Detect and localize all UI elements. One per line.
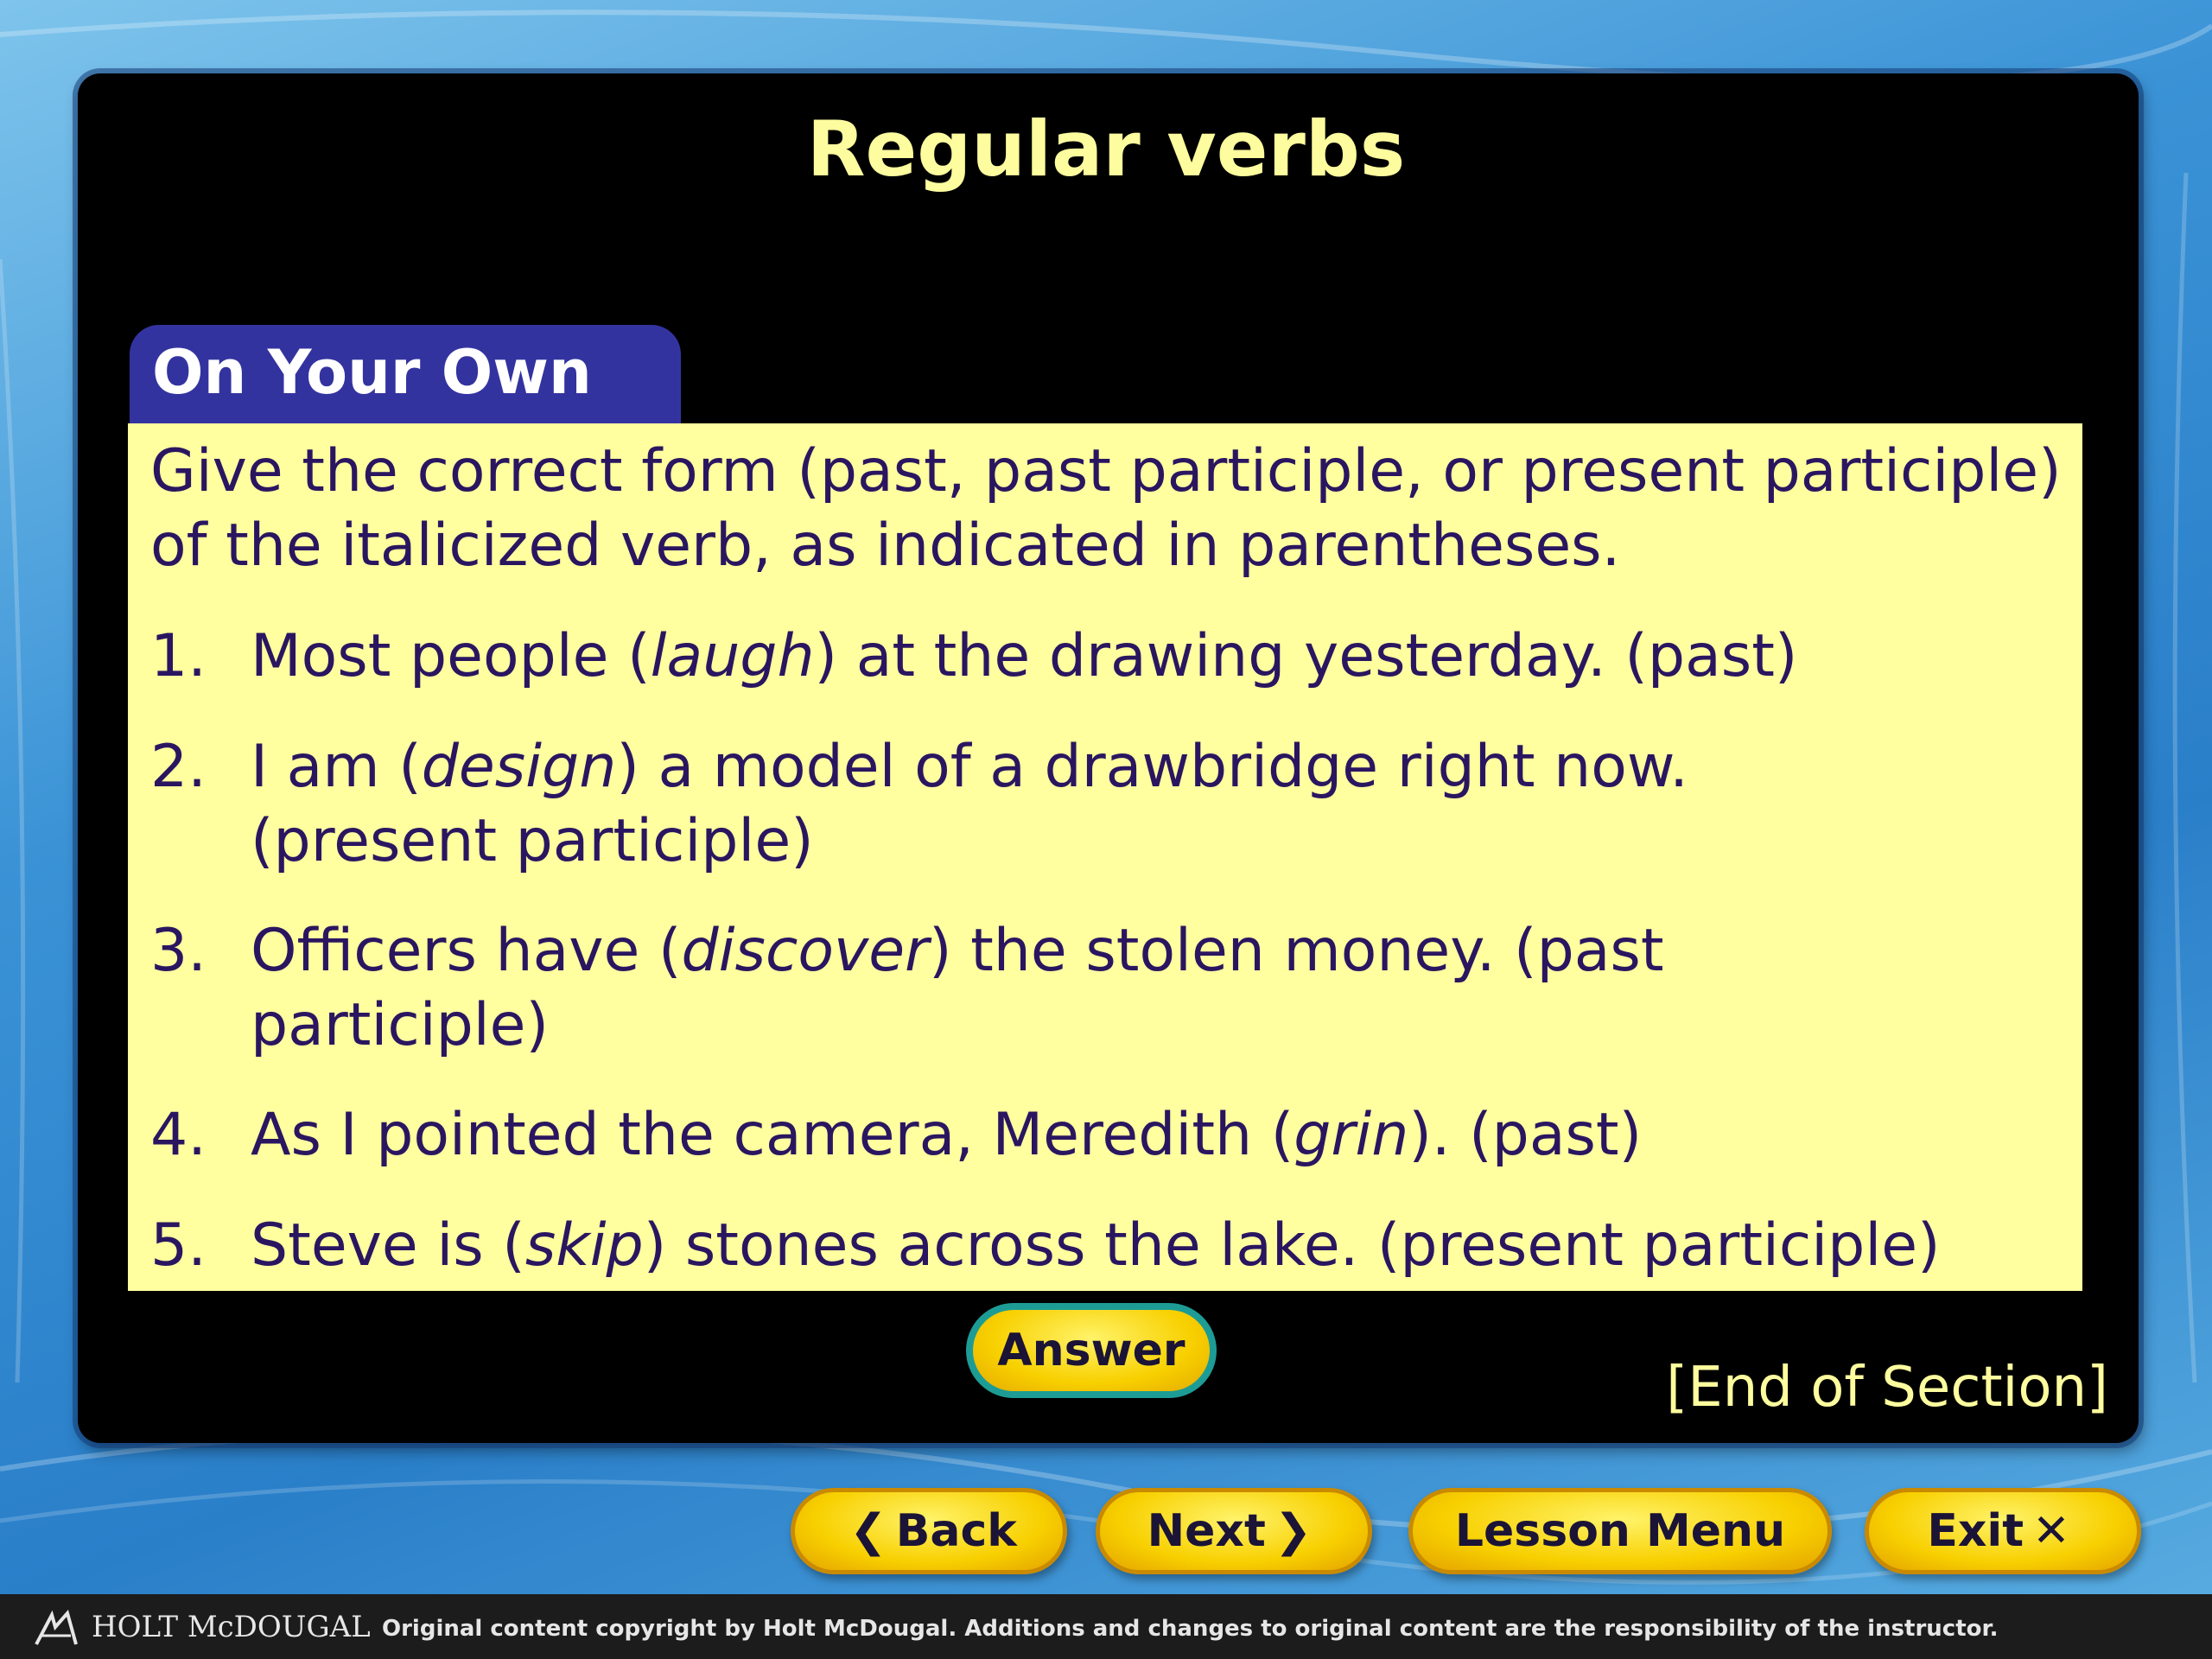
question-number: 2.: [150, 733, 207, 801]
question-text: I am (design) a model of a drawbridge right now.: [251, 733, 1688, 801]
copyright-notice: Original content copyright by Holt McDougal. Additions and changes to original content are the responsibility of the instructor.: [382, 1616, 1999, 1642]
exit-button[interactable]: [1865, 1488, 2141, 1574]
lesson-menu-label: Lesson Menu: [1454, 1505, 1786, 1557]
question-text: Most people (laugh) at the drawing yesterday. (past): [251, 622, 1798, 690]
close-icon: ✕: [2032, 1505, 2070, 1557]
next-label: Next: [1147, 1505, 1266, 1557]
chevron-left-icon: ❮: [849, 1505, 887, 1557]
back-label: Back: [895, 1505, 1017, 1557]
chevron-right-icon: ❯: [1274, 1505, 1313, 1557]
publisher-brand: [33, 1607, 371, 1648]
question-number: 4.: [150, 1101, 207, 1169]
end-of-section-link[interactable]: [End of Section]: [1666, 1356, 2108, 1420]
italic-verb: discover: [681, 917, 929, 985]
instructions: Give the correct form (past, past participle, or present participle) of the italicized verb, as indicated in parentheses.: [150, 437, 2062, 580]
question-number: 1.: [150, 622, 207, 690]
italic-verb: skip: [524, 1211, 644, 1280]
slide-title: Regular verbs: [806, 105, 1406, 194]
question-text: Steve is (skip) stones across the lake. (present participle): [251, 1211, 1941, 1280]
lesson-menu-button[interactable]: [1408, 1488, 1832, 1574]
question-number: 5.: [150, 1211, 207, 1280]
answer-button[interactable]: Answer: [966, 1303, 1217, 1398]
tab-label: On Your Own: [152, 337, 592, 408]
question-text: Officers have (discover) the stolen money. (past: [251, 917, 1664, 985]
question-text: As I pointed the camera, Meredith (grin). (past): [251, 1101, 1643, 1169]
question-text-continued: (present participle): [251, 807, 814, 875]
exit-label: Exit: [1927, 1505, 2024, 1557]
brand-name: HOLT McDOUGAL: [92, 1610, 371, 1644]
italic-verb: design: [421, 733, 617, 801]
back-button[interactable]: [791, 1488, 1067, 1574]
italic-verb: laugh: [650, 622, 815, 690]
next-button[interactable]: [1096, 1488, 1372, 1574]
question-number: 3.: [150, 917, 207, 985]
question-text-continued: participle): [251, 991, 550, 1059]
publisher-logo-icon: [33, 1610, 79, 1648]
italic-verb: grin: [1294, 1101, 1409, 1169]
